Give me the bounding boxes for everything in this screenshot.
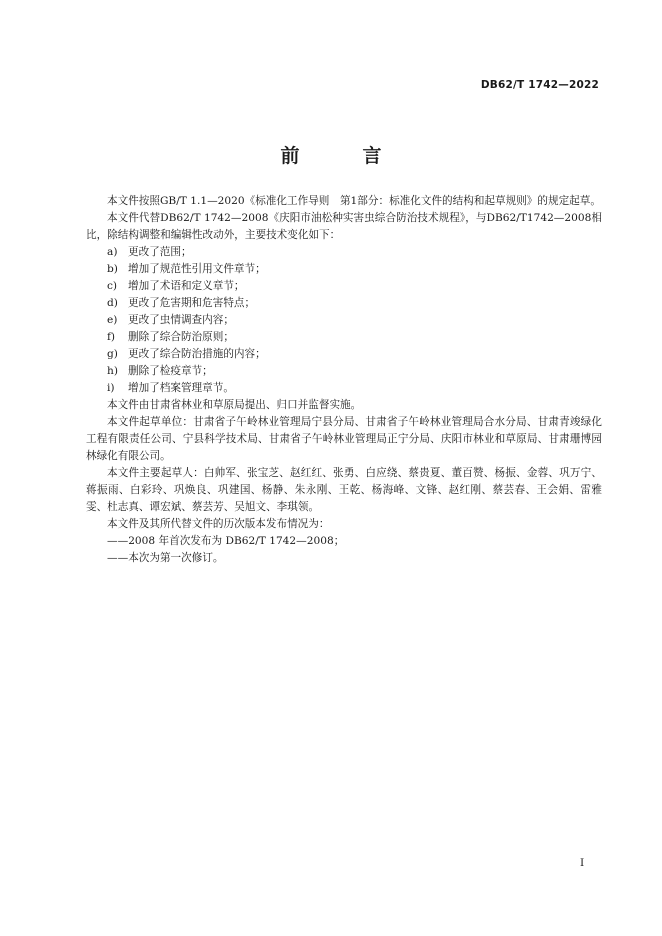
list-item-text: 增加了术语和定义章节； bbox=[128, 280, 245, 292]
page-title: 前 言 bbox=[280, 145, 404, 167]
list-item bbox=[86, 244, 602, 261]
list-item bbox=[86, 346, 602, 363]
paragraph-proposer: 本文件由甘肃省林业和草原局提出、归口并监督实施。 bbox=[107, 399, 362, 411]
list-marker: i) bbox=[107, 382, 115, 394]
list-item-text: 增加了档案管理章节。 bbox=[128, 382, 234, 394]
list-marker: b) bbox=[107, 263, 118, 275]
list-item bbox=[86, 329, 602, 346]
list-marker: g) bbox=[107, 348, 118, 360]
list-item-text: 更改了综合防治措施的内容； bbox=[128, 348, 266, 360]
standard-code: DB62/T 1742—2022 bbox=[480, 79, 599, 91]
list-item bbox=[86, 363, 602, 380]
list-item-text: 删除了综合防治原则； bbox=[128, 331, 234, 343]
foreword-body bbox=[86, 193, 602, 567]
paragraph-version-history: 本文件及其所代替文件的历次版本发布情况为： bbox=[107, 518, 330, 530]
paragraph-replacement: 本文件代替DB62/T 1742—2008《庆阳市油松种实害虫综合防治技术规程》，与DB62/T1742—2008相比，除结构调整和编辑性改动外，主要技术变化如下： bbox=[86, 212, 602, 241]
list-item bbox=[86, 295, 602, 312]
list-marker: a) bbox=[107, 246, 118, 258]
history-entry: ——2008 年首次发布为 DB62/T 1742—2008； bbox=[107, 535, 345, 547]
list-marker: e) bbox=[107, 314, 118, 326]
page-number: I bbox=[580, 857, 585, 869]
list-marker: c) bbox=[107, 280, 118, 292]
list-item bbox=[86, 380, 602, 397]
list-marker: h) bbox=[107, 365, 118, 377]
changes-list bbox=[86, 244, 602, 397]
list-item bbox=[86, 312, 602, 329]
list-item-text: 增加了规范性引用文件章节； bbox=[128, 263, 266, 275]
paragraph-drafting-rules: 本文件按照GB/T 1.1—2020《标准化工作导则 第1部分：标准化文件的结构和起草规则》的规定起草。 bbox=[107, 195, 601, 207]
paragraph-drafters: 本文件主要起草人：白帅军、张宝芝、赵红红、张勇、白应绕、蔡贵夏、董百赞、杨振、金蓉、巩万宁、蒋振雨、白彩玲、巩焕良、巩建国、杨静、朱永刚、王乾、杨海峰、文锋、赵红刚、蔡芸春、王会娟、雷雅雯、杜志真、谭宏斌、蔡芸芳、吴旭文、李琪领。 bbox=[86, 467, 602, 513]
list-marker: d) bbox=[107, 297, 118, 309]
paragraph-drafting-units: 本文件起草单位：甘肃省子午岭林业管理局宁县分局、甘肃省子午岭林业管理局合水分局、甘肃青竣绿化工程有限责任公司、宁县科学技术局、甘肃省子午岭林业管理局正宁分局、庆阳市林业和草原局、甘肃珊博园林绿化有限公司。 bbox=[86, 416, 602, 462]
list-marker: f) bbox=[107, 331, 116, 343]
list-item-text: 更改了危害期和危害特点； bbox=[128, 297, 256, 309]
list-item-text: 更改了虫情调查内容； bbox=[128, 314, 234, 326]
list-item bbox=[86, 278, 602, 295]
history-entry: ——本次为第一次修订。 bbox=[107, 552, 224, 564]
list-item-text: 更改了范围； bbox=[128, 246, 192, 258]
list-item bbox=[86, 261, 602, 278]
list-item-text: 删除了检疫章节； bbox=[128, 365, 213, 377]
